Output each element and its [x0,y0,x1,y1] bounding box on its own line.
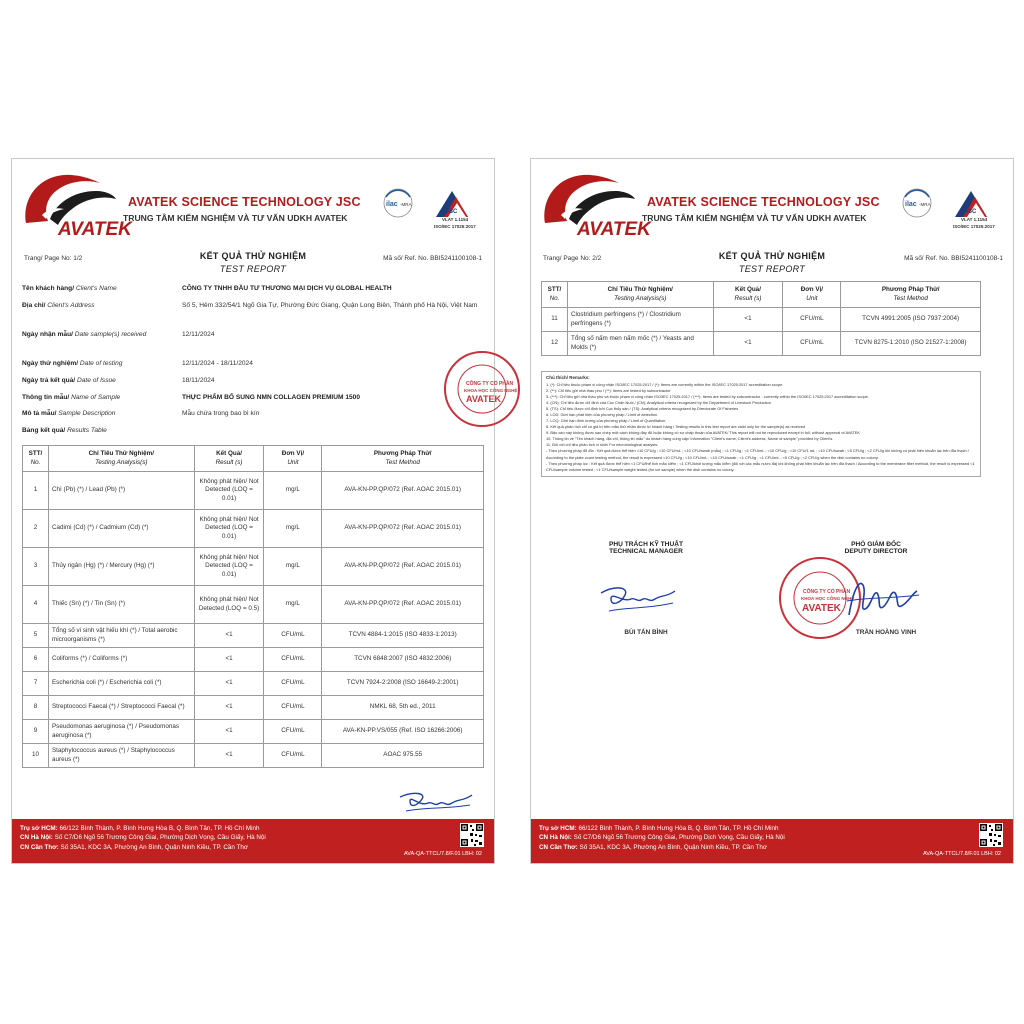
cell-method: AVA-KN-PP.QP/072 (Ref. AOAC 2015.01) [322,548,484,586]
cell-unit: mg/L [264,548,322,586]
technical-manager-title: PHỤ TRÁCH KỸ THUẬT TECHNICAL MANAGER [609,541,683,555]
cell-analysis: Coliforms (*) / Coliforms (*) [48,648,194,672]
page-number: Trang/ Page No: 2/2 [543,255,602,262]
technical-manager-signature [597,581,677,617]
svg-text:AVATEK: AVATEK [58,219,132,240]
svg-text:AVATEK: AVATEK [577,219,651,240]
cell-method: NMKL 68, 5th ed., 2011 [322,696,484,720]
report-page-2 [530,158,1014,864]
cell-no: 7 [23,672,49,696]
company-stamp [442,349,522,429]
cell-result: <1 [194,744,264,768]
company-name: AVATEK SCIENCE TECHNOLOGY JSC [647,195,880,209]
cell-result: <1 [194,624,264,648]
report-ref-no: Mã số/ Ref. No. BBI5241100108-1 [904,255,1003,262]
remark-line: 2. (**): Chỉ tiêu gửi nhà thầu phụ / (**): Items are tested by subcontractor [546,388,671,394]
cell-result: <1 [713,332,783,356]
svg-text:AVATEK: AVATEK [466,394,501,404]
report-title-vn: KẾT QUẢ THỬ NGHIỆM [718,251,826,261]
cell-no: 5 [23,624,49,648]
results-table [22,445,484,768]
cell-unit: mg/L [264,586,322,624]
cell-result: Không phát hiện/ Not Detected (LOQ = 0.01) [194,510,264,548]
cell-no: 10 [23,744,49,768]
initials-signature [396,787,476,817]
remark-line: 3. (***): Chỉ tiêu gửi nhà thầu phụ và thuộc phạm vi công nhận ISO/IEC 17025:2017 / (***): Items are tested by subcontractor - currently within the ISO/IEC 17025:2017 accreditation scope. [546,394,869,400]
svg-text:CÔNG TY CỔ PHẦN: CÔNG TY CỔ PHẦN [803,589,851,595]
cell-unit: mg/L [264,472,322,510]
cell-result: Không phát hiện/ Not Detected (LOQ = 0.5) [194,586,264,624]
table-row [23,696,484,720]
col-header-result: Kết Quả/ Result (s) [713,282,783,308]
company-name-vn: TRUNG TÂM KIỂM NGHIỆM VÀ TƯ VẤN UDKH AVATEK [123,213,348,223]
col-header-unit: Đơn Vị/ Unit [783,282,841,308]
cell-result: Không phát hiện/ Not Detected (LOQ = 0.01) [194,472,264,510]
footer: Trụ sở HCM: 66/122 Bình Thành, P. Bình Hưng Hòa B, Q. Bình Tân, TP. Hồ Chí Minh CN Hà Nội: Số C7/D6 Ngõ 56 Trương Công Giai, Phường Dịch Vọng, Cầu Giấy, Hà Nội CN Cần Thơ: Số 35A1, KDC 3A, Phường An Bình, Quận Ninh Kiều, TP. Cần Thơ AVA-QA-TTCL/7.8/F.01 LBH: 02 [12,819,494,863]
remark-line: 7. LOQ: Giới hạn định lượng của phương pháp / Limit of Quantitation. [546,418,667,424]
svg-text:CÔNG TY CỔ PHẦN: CÔNG TY CỔ PHẦN [466,381,514,387]
remark-line: 8. Kết quả phân tích chỉ có giá trị trên mẫu thử nhận được từ khách hàng / Testing results in this test report are valid only for the sample(s) as received [546,424,806,430]
cell-method: TCVN 8275-1:2010 (ISO 21527-1:2008) [841,332,981,356]
results-table [541,281,981,356]
table-row [23,720,484,744]
cell-analysis: Tổng số vi sinh vật hiếu khí (*) / Total aerobic microorganisms (*) [48,624,194,648]
cell-method: AVA-KN-PP.QP/072 (Ref. AOAC 2015.01) [322,510,484,548]
remark-line: 11. Đối với chỉ tiêu phân tích vi sinh/ For microbiological analysis: [546,442,659,448]
cell-unit: CFU/mL [264,624,322,648]
col-header-no: STT/ No. [23,446,49,472]
cell-method: AOAC 975.55 [322,744,484,768]
report-title-vn: KẾT QUẢ THỬ NGHIỆM [199,251,307,261]
cell-no: 4 [23,586,49,624]
cell-no: 8 [23,696,49,720]
cell-no: 2 [23,510,49,548]
col-header-analysis: Chỉ Tiêu Thử Nghiệm/ Testing Analysis(s) [48,446,194,472]
cell-method: TCVN 4991:2005 (ISO 7937:2004) [841,308,981,332]
cell-result: <1 [194,648,264,672]
cell-unit: CFU/mL [264,672,322,696]
svg-text:ilac: ilac [905,201,917,208]
table-row [542,308,981,332]
cell-method: AVA-KN-PP.QP/072 (Ref. AOAC 2015.01) [322,472,484,510]
cell-analysis: Clostridium perfringens (*) / Clostridium perfringens (*) [567,308,713,332]
table-row [23,472,484,510]
cell-no: 6 [23,648,49,672]
cell-analysis: Chì (Pb) (*) / Lead (Pb) (*) [48,472,194,510]
cell-analysis: Thủy ngân (Hg) (*) / Mercury (Hg) (*) [48,548,194,586]
report-header [539,169,1005,239]
report-title-en: TEST REPORT [738,264,806,274]
cell-method: AVA-KN-PP.QP/072 (Ref. AOAC 2015.01) [322,586,484,624]
col-header-no: STT/ No. [542,282,568,308]
cell-result: <1 [713,308,783,332]
accreditation-logos: ilac -MRA AOSC VLAT 1.1154 ISO/IEC 17025:2017 [374,185,486,237]
remarks-box [541,371,981,477]
cell-no: 11 [542,308,568,332]
qr-code-icon [979,823,1003,847]
table-row [542,332,981,356]
svg-text:KHOA HỌC CÔNG NGHỆ: KHOA HỌC CÔNG NGHỆ [464,388,518,393]
report-title-en: TEST REPORT [219,264,287,274]
accreditation-logos: ilac -MRA AOSC VLAT 1.1154 ISO/IEC 17025:2017 [893,185,1005,237]
cell-method: TCVN 7924-2:2008 (ISO 16649-2:2001) [322,672,484,696]
table-row [23,672,484,696]
cell-analysis: Staphylococcus aureus (*) / Staphylococcus aureus (*) [48,744,194,768]
cell-no: 3 [23,548,49,586]
svg-text:KHOA HỌC CÔNG NGHỆ: KHOA HỌC CÔNG NGHỆ [801,596,855,601]
cell-method: AVA-KN-PP.VS/055 (Ref. ISO 16266:2006) [322,720,484,744]
avatek-logo [20,169,132,240]
cell-unit: CFU/mL [264,696,322,720]
remark-line: 6. LOD: Giới hạn phát hiện của phương pháp / Limit of detection. [546,412,659,418]
col-header-unit: Đơn Vị/ Unit [264,446,322,472]
deputy-director-name: TRẦN HOÀNG VINH [855,629,917,636]
remarks-title: Chú thích/ Remarks: [546,375,590,380]
cell-unit: mg/L [264,510,322,548]
cell-result: Không phát hiện/ Not Detected (LOQ = 0.01) [194,548,264,586]
col-header-result: Kết Quả/ Result (s) [194,446,264,472]
cell-analysis: Streptococci Faecal (*) / Streptococci Faecal (*) [48,696,194,720]
col-header-method: Phương Pháp Thử/ Test Method [322,446,484,472]
remark-line: 10. Thông tin về "Tên khách hàng, địa chỉ, thông tin mẫu" do khách hàng cung cấp/ Information "Client's name, Client's address, Name of sample" provided by Client's. [546,436,834,442]
cell-analysis: Pseudomonas aeruginosa (*) / Pseudomonas aeruginosa (*) [48,720,194,744]
remark-line: - Theo phương pháp lọc : Kết quả được thể hiện <1 CFU/thể tích mẫu kiểm ; <1 CFU/khối lượng mẫu kiểm (đối với các mẫu nước đá) khi không phát hiện khuẩn lạc trên đĩa thạch / According to the membrane filter method, the result is expressed <1 CFU/sample volume tested ; <1 CFU/sample weight tested (for ice sample) when the dish contains no colony. [546,460,975,472]
company-name: AVATEK SCIENCE TECHNOLOGY JSC [128,195,361,209]
footer: Trụ sở HCM: 66/122 Bình Thành, P. Bình Hưng Hòa B, Q. Bình Tân, TP. Hồ Chí Minh CN Hà Nội: Số C7/D6 Ngõ 56 Trương Công Giai, Phường Dịch Vọng, Cầu Giấy, Hà Nội CN Cần Thơ: Số 35A1, KDC 3A, Phường An Bình, Quận Ninh Kiều, TP. Cần Thơ AVA-QA-TTCL/7.8/F.01 LBH: 02 [531,819,1013,863]
cell-method: TCVN 6848:2007 (ISO 4832:2006) [322,648,484,672]
remark-line: - Theo phương pháp đổ đĩa : Kết quả được thể hiện <10 CFU/g ; <10 CFU/mL ; <10 CFU/swab (mẫu) ; <1 CFU/g ; <1 CFU/mL ; <10 CFU/g ; <10 CFU/1 mL ; <10 CFU/swab ; <5 CFU/g ; <2 CFU/g khi không có phát hiện khuẩn lạc trên đĩa thạch / According to the plate count testing method, the result is expressed <10 CFU/g ; <10 CFU/mL ; <10 CFU/swab ; <1 CFU/g ; <1 CFU/mL ; <5 CFU/g ; <2 CFU/g when the dish contains no colony. [546,448,969,460]
cell-no: 12 [542,332,568,356]
cell-result: <1 [194,672,264,696]
svg-text:AVATEK: AVATEK [802,603,841,614]
table-row [23,586,484,624]
svg-text:-MRA: -MRA [919,202,931,207]
cell-unit: CFU/mL [783,308,841,332]
deputy-director-signature [841,571,921,627]
cell-result: <1 [194,720,264,744]
col-header-method: Phương Pháp Thử/ Test Method [841,282,981,308]
cell-analysis: Cadimi (Cd) (*) / Cadmium (Cd) (*) [48,510,194,548]
table-row [23,648,484,672]
table-row [23,510,484,548]
remark-line: 5. (TS): Chỉ tiêu được chỉ định bởi Cục thủy sản / (TS): Analytical criteria recognized by Directorate Of Fisheries [546,406,739,412]
cell-unit: CFU/mL [264,648,322,672]
avatek-logo [539,169,651,240]
cell-method: TCVN 4884-1:2015 (ISO 4833-1:2013) [322,624,484,648]
table-row [23,548,484,586]
col-header-analysis: Chỉ Tiêu Thử Nghiệm/ Testing Analysis(s) [567,282,713,308]
remark-line: 4. (CN): Chỉ tiêu được chỉ định của Cục Chăn Nuôi / (CN): Analytical criteria recognized by the Department of Livestock Production [546,400,771,406]
cell-analysis: Thiếc (Sn) (*) / Tin (Sn) (*) [48,586,194,624]
cell-analysis: Escherichia coli (*) / Escherichia coli (*) [48,672,194,696]
table-header-row [23,446,484,472]
qr-code-icon [460,823,484,847]
remark-line: 9. Bảo cáo này không được sao chép một cách không đầy đủ hoặc không có sự chấp thuận của AVATEK/ This report will not be reproduced except in full, without approval of AVATEK [546,430,860,436]
svg-text:-MRA: -MRA [400,202,412,207]
remark-line: 1. (*): Chỉ tiêu thuộc phạm vi công nhận ISO/IEC 17025:2017 / (*): Items are currently within the ISO/IEC 17025:2017 accreditation scope. [546,381,784,387]
cell-unit: CFU/mL [264,744,322,768]
report-page-1: AVATEK AVATEK SCIENCE TECHNOLOGY JSC TRUNG TÂM KIỂM NGHIỆM VÀ TƯ VẤN UDKH AVATEK ilac -MRA AOSC VLAT 1.1154 ISO/IEC 17025:2017 Trang/ Page No: 1/2 KẾT QUẢ THỬ NGHIỆM TEST REPORT Mã số/ Ref. No. BBI5241100108-1 Tên khách hàng/ Client's Name CÔNG TY TNHH ĐẦU TƯ THƯƠNG MẠI DỊCH VỤ GLOBAL HEALTH Địa chỉ/ Client's Address Số 5, Hẻm 332/54/1 Ngõ Gia Tự, Phường Đức Giang, Quận Long Biên, Thành phố Hà Nội, Việt Nam Ngày nhận mẫu/ Date sample(s) received 12/11/2024 Ngày thử nghiệm/ Date of testing 12/11/2024 - 18/11/2024 Ngày trả kết quả/ Date of Issue 18/11/2024 Thông tin mẫu/ Name of Sample THỰC PHẨM BỔ SUNG NMN COLLAGEN PREMIUM 1500 Mô tả mẫu/ Sample Description Mẫu chứa trong bao bì kín Bảng kết quả/ Results Table STT/ No. Chỉ Tiêu Thử Nghiệm/ Testing Analysis(s) Kết Quả/ Result (s) Đơn Vị/ Unit Phương Pháp Thử/ Test Method 1 Chì (Pb) (*) / Lead (Pb) (*) Không phát hiện/ Not Detected (LOQ = 0.01) mg/L AVA-KN-PP.QP/072 (Ref. AOAC 2015.01) 2 Cadimi (Cd) (*) / Cadmium (Cd) (*) Không phát hiện/ Not Detected (LOQ = 0.01) mg/L AVA-KN-PP.QP/072 (Ref. AOAC 2015.01) 3 Thủy ngân (Hg) (*) / Mercury (Hg) (*) Không phát hiện/ Not Detected (LOQ = 0.01) mg/L AVA-KN-PP.QP/072 (Ref. AOAC 2015.01) 4 Thiếc (Sn) (*) / Tin (Sn) (*) Không phát hiện/ Not Detected (LOQ = 0.5) mg/L AVA-KN-PP.QP/072 (Ref. AOAC 2015.01) 5 Tổng số vi sinh vật hiếu khí (*) / Total aerobic microorganisms (*) <1 CFU/mL TCVN 4884-1:2015 (ISO 4833-1:2013) 6 Coliforms (*) / Coliforms (*) <1 CFU/mL TCVN 6848:2007 (ISO 4832:2006) 7 Escherichia coli (*) / Escherichia coli (*) <1 CFU/mL TCVN 7924-2:2008 (ISO 16649-2:2001) 8 Streptococci Faecal (*) / Streptococci Faecal (*) <1 CFU/mL NMKL 68, 5th ed., 2011 9 Pseudomonas aeruginosa (*) / Pseudomonas aeruginosa (*) <1 CFU/mL AVA-KN-PP.VS/055 (Ref. ISO 16266:2006) 10 Staphylococcus aureus (*) / Staphylococcus aureus (*) <1 CFU/mL AOAC 975.55 CÔNG TY CỔ PHẦN KHOA HỌC CÔNG NGHỆ AVATEK Trụ sở HCM: 66/122 Bình Thành, P. Bình Hưng Hòa B, Q. Bình Tân, TP. Hồ Chí Minh CN Hà Nội: Số C7/D6 Ngõ 56 Trương Công Giai, Phường Dịch Vọng, Cầu Giấy, Hà Nội CN Cần Thơ: Số 35A1, KDC 3A, Phường An Bình, Quận Ninh Kiều, TP. Cần Thơ AVA-QA-TTCL/7.8/F.01 LBH: 02 [11,158,495,864]
cell-result: <1 [194,696,264,720]
company-name-vn: TRUNG TÂM KIỂM NGHIỆM VÀ TƯ VẤN UDKH AVATEK [642,213,867,223]
cell-unit: CFU/mL [264,720,322,744]
deputy-director-title: PHÓ GIÁM ĐỐC DEPUTY DIRECTOR [844,541,908,555]
table-row [23,624,484,648]
cell-analysis: Tổng số nấm men nấm mốc (*) / Yeasts and Molds (*) [567,332,713,356]
svg-text:ilac: ilac [386,201,398,208]
report-ref-no: Mã số/ Ref. No. BBI5241100108-1 [383,255,482,262]
cell-no: 9 [23,720,49,744]
cell-no: 1 [23,472,49,510]
table-header-row [542,282,981,308]
page-number: Trang/ Page No: 1/2 [24,255,83,262]
table-row [23,744,484,768]
technical-manager-name: BÙI TẤN BÌNH [624,629,668,636]
cell-unit: CFU/mL [783,332,841,356]
report-header [20,169,486,239]
